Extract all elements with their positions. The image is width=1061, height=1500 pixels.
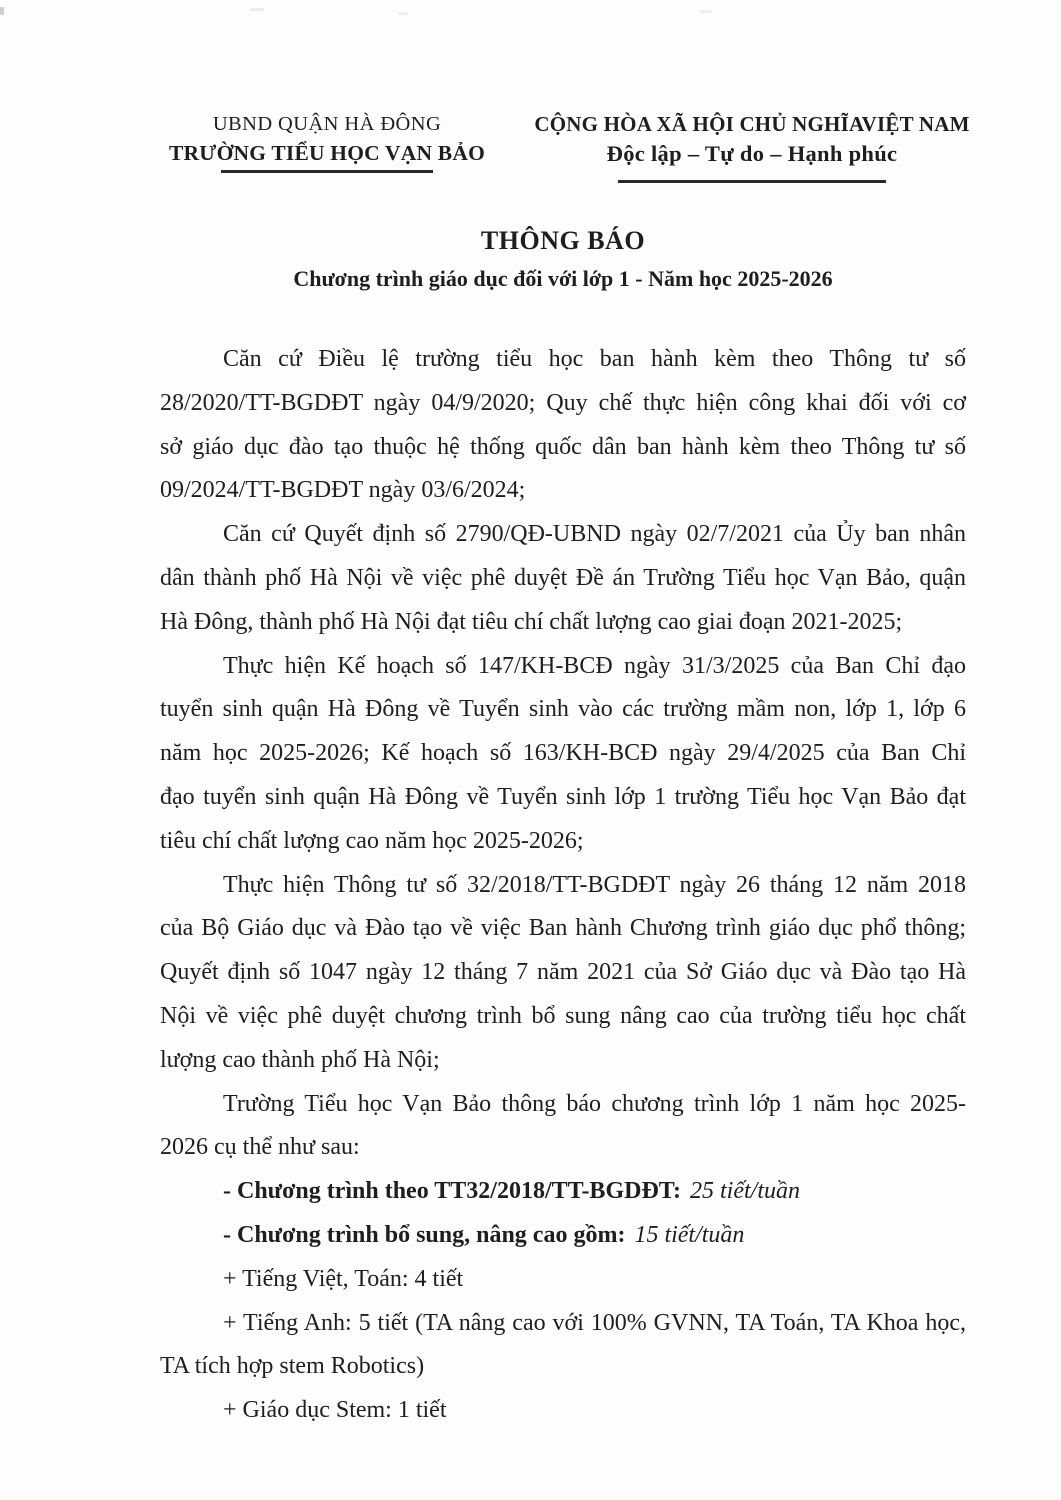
paragraph-line: dân thành phố Hà Nội về việc phê duyệt Đề án Trường Tiểu học Vạn Bảo, quận — [160, 564, 966, 591]
detail-item-vietnamese-math: + Tiếng Việt, Toán: 4 tiết — [223, 1265, 464, 1292]
paragraph-line: tiêu chí chất lượng cao năm học 2025-2026; — [160, 827, 584, 854]
paragraph-line: của Bộ Giáo dục và Đào tạo về việc Ban hành Chương trình giáo dục phổ thông; — [160, 915, 966, 942]
paragraph-announcement-intro — [160, 1083, 966, 1171]
org-underline — [221, 170, 433, 173]
national-title: CỘNG HÒA XÃ HỘI CHỦ NGHĨAVIỆT NAM — [534, 112, 970, 136]
paragraph-legal-basis-1 — [160, 338, 966, 513]
document-title: THÔNG BÁO — [480, 226, 646, 255]
paragraph-line: 09/2024/TT-BGDĐT ngày 03/6/2024; — [160, 477, 526, 504]
program-item-label: - Chương trình bổ sung, nâng cao gồm: — [223, 1221, 626, 1248]
document-subtitle: Chương trình giáo dục đối với lớp 1 - Năm học 2025-2026 — [293, 266, 833, 291]
detail-item-stem: + Giáo dục Stem: 1 tiết — [223, 1397, 447, 1424]
paragraph-line: Căn cứ Điều lệ trường tiểu học ban hành kèm theo Thông tư số — [223, 346, 966, 372]
paragraph-line: Trường Tiểu học Vạn Bảo thông báo chương trình lớp 1 năm học 2025- — [223, 1090, 966, 1117]
detail-item-line: + Tiếng Anh: 5 tiết (TA nâng cao với 100% GVNN, TA Toán, TA Khoa học, — [223, 1309, 966, 1336]
scan-speck — [700, 10, 712, 13]
program-item-tt32 — [160, 1170, 966, 1214]
paragraph-line: Hà Đông, thành phố Hà Nội đạt tiêu chí chất lượng cao giai đoạn 2021-2025; — [160, 608, 903, 635]
scan-speck — [250, 8, 264, 11]
program-item-label: - Chương trình theo TT32/2018/TT-BGDĐT: — [223, 1178, 681, 1205]
paragraph-line: Thực hiện Kế hoạch số 147/KH-BCĐ ngày 31/3/2025 của Ban Chỉ đạo — [223, 652, 966, 679]
document-body — [160, 338, 966, 1433]
paragraph-line: 28/2020/TT-BGDĐT ngày 04/9/2020; Quy chế thực hiện công khai đối với cơ — [160, 389, 966, 416]
org-school-name: TRƯỜNG TIỂU HỌC VẠN BẢO — [169, 141, 485, 165]
org-parent-name: UBND QUẬN HÀ ĐÔNG — [212, 113, 442, 135]
program-item-value: 15 tiết/tuần — [634, 1221, 745, 1248]
paragraph-plan-147 — [160, 645, 966, 864]
paragraph-line: Quyết định số 1047 ngày 12 tháng 7 năm 2021 của Sở Giáo dục và Đào tạo Hà — [160, 959, 966, 986]
program-item-supplementary — [160, 1214, 966, 1258]
paragraph-line: sở giáo dục đào tạo thuộc hệ thống quốc dân ban hành kèm theo Thông tư số — [160, 433, 966, 460]
paragraph-line: Thực hiện Thông tư số 32/2018/TT-BGDĐT ngày 26 tháng 12 năm 2018 — [223, 871, 966, 898]
paragraph-line: lượng cao thành phố Hà Nội; — [160, 1046, 440, 1073]
paragraph-line: đạo tuyển sinh quận Hà Đông về Tuyển sinh lớp 1 trường Tiểu học Vạn Bảo đạt — [160, 783, 966, 810]
national-motto-block — [513, 110, 991, 183]
detail-item-line: TA tích hợp stem Robotics) — [160, 1353, 425, 1380]
title-block — [160, 224, 966, 294]
paragraph-line: Căn cứ Quyết định số 2790/QĐ-UBND ngày 02/7/2021 của Ủy ban nhân — [223, 521, 966, 548]
scan-speck — [0, 7, 4, 15]
paragraph-line: tuyển sinh quận Hà Đông về Tuyển sinh vào các trường mầm non, lớp 1, lớp 6 — [160, 696, 966, 723]
motto-underline — [618, 180, 886, 183]
program-item-value: 25 tiết/tuần — [690, 1178, 800, 1205]
paragraph-line: năm học 2025-2026; Kế hoạch số 163/KH-BCĐ ngày 29/4/2025 của Ban Chỉ — [160, 740, 966, 767]
detail-item-english — [160, 1302, 966, 1390]
issuing-org-block — [152, 110, 502, 173]
national-motto: Độc lập – Tự do – Hạnh phúc — [606, 141, 898, 166]
paragraph-legal-basis-2 — [160, 513, 966, 644]
scan-speck — [398, 12, 408, 15]
paragraph-circular-32 — [160, 864, 966, 1083]
paragraph-line: 2026 cụ thể như sau: — [160, 1134, 360, 1161]
paragraph-line: Nội về việc phê duyệt chương trình bổ sung nâng cao của trường tiểu học chất — [160, 1002, 966, 1029]
